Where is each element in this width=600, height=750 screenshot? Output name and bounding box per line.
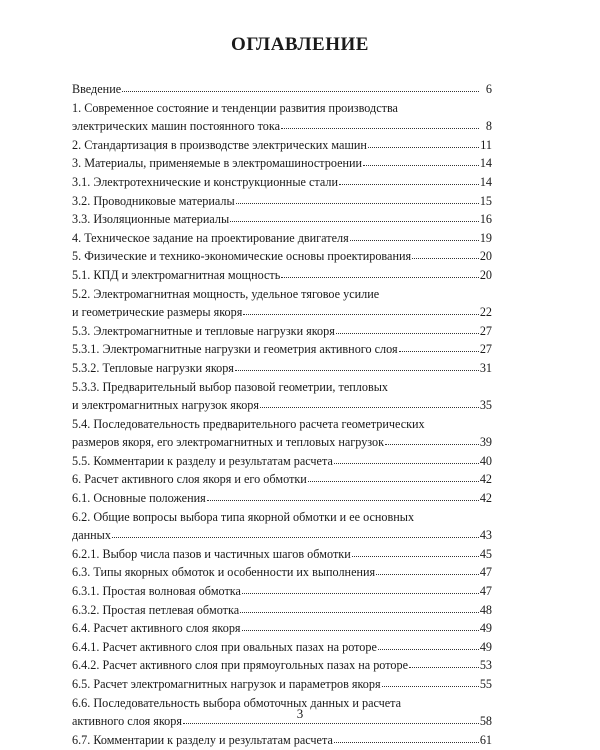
toc-entry-row [72,731,492,750]
dot-leader [243,313,478,315]
dot-leader [336,332,479,334]
toc-entry-row [72,601,492,620]
toc-entry [72,247,492,266]
toc-entry-page: 11 [480,137,492,152]
dot-leader [281,276,479,278]
dot-leader [235,369,479,371]
toc-entry-title: и геометрические размеры якоря [72,305,243,320]
dot-leader [385,443,479,445]
toc-entry-page: 40 [479,453,492,468]
toc-entry-row [72,322,492,341]
dot-leader [122,90,479,92]
toc-entry [72,656,492,675]
dot-leader [412,257,479,259]
toc-entry [72,470,492,489]
dot-leader [409,666,479,668]
toc-entry-row [72,247,492,266]
dot-leader [240,611,479,613]
toc-entry [72,378,492,415]
toc-entry-page: 61 [479,732,492,747]
toc-entry [72,415,492,452]
toc-entry-title: 6.4. Расчет активного слоя якоря [72,621,241,636]
toc-entry-title: 3. Материалы, применяемые в электромашиностроении [72,156,363,171]
toc-entry-row [72,545,492,564]
toc-entry-title-line: 1. Современное состояние и тенденции развития производства [72,100,398,115]
dot-leader [207,499,479,501]
dot-leader [183,722,479,724]
toc-entry [72,582,492,601]
toc-entry-page: 55 [479,677,492,691]
toc-entry-title: 5.1. КПД и электромагнитная мощность [72,267,281,282]
toc-entry-page: 49 [479,639,492,654]
toc-entry-page: 15 [479,193,492,208]
toc-entry [72,173,492,192]
toc-entry-title-line: 5.3.3. Предварительный выбор пазовой геометрии, тепловых [72,379,388,394]
dot-leader [363,164,479,166]
dot-leader [281,127,479,129]
dot-leader [230,220,479,222]
toc-entry-row [72,359,492,378]
toc-entry-title: данных [72,528,111,543]
toc-entry-page: 48 [479,602,492,617]
toc-entry-page: 42 [479,472,492,487]
toc-entry [72,675,492,694]
toc-entry-row [72,396,492,415]
dot-leader [399,350,479,352]
toc-entry-title-line: 5.2. Электромагнитная мощность, удельное тяговое усилие [72,286,380,301]
toc-entry-page: 27 [479,342,492,357]
toc-entry-row [72,489,492,508]
dot-leader [382,685,479,687]
toc-entry [72,340,492,359]
toc-entry-title: 6.4.1. Расчет активного слоя при овальных пазах на роторе [72,639,377,654]
toc-entry-title: 5.3. Электромагнитные и тепловые нагрузки якоря [72,323,335,338]
dot-leader [112,536,479,538]
toc-entry [72,489,492,508]
toc-entry-row [72,563,492,582]
dot-leader [352,555,479,557]
toc-entry-title: 6.3. Типы якорных обмоток и особенности их выполнения [72,565,376,580]
toc-entry-page: 20 [479,249,492,264]
toc-entry [72,452,492,471]
toc-entry-row [72,210,492,229]
toc-entry-title: 5. Физические и технико-экономические основы проектирования [72,249,412,264]
toc-entry-page: 35 [479,398,492,413]
dot-leader [378,648,479,650]
toc-entry-page: 20 [479,267,492,282]
dot-leader [260,406,479,408]
toc-entry-row [72,675,492,694]
toc-entry-page: 58 [479,714,492,729]
toc-entry [72,359,492,378]
dot-leader [236,202,479,204]
toc-entry-row [72,638,492,657]
toc-entry-title: 5.3.2. Тепловые нагрузки якоря [72,360,234,375]
table-of-contents [72,80,492,749]
dot-leader [334,462,479,464]
toc-entry-title: 6.3.2. Простая петлевая обмотка [72,602,240,617]
toc-entry [72,619,492,638]
toc-entry-title: 3.1. Электротехнические и конструкционные стали [72,174,338,189]
toc-entry-title: и электромагнитных нагрузок якоря [72,398,259,413]
toc-entry-page: 14 [479,174,492,189]
toc-entry-title: 2. Стандартизация в производстве электрических машин [72,137,367,152]
toc-entry-page: 39 [479,435,492,450]
toc-entry-title: 6.3.1. Простая волновая обмотка [72,584,241,599]
toc-entry [72,229,492,248]
toc-entry-page: 31 [479,360,492,375]
toc-entry [72,508,492,545]
toc-entry-row [72,303,492,322]
toc-entry-page: 43 [479,528,492,543]
toc-entry-page: 49 [479,621,492,636]
dot-leader [376,573,479,575]
toc-entry-title: 3.2. Проводниковые материалы [72,193,235,208]
page-number: 3 [296,706,304,721]
toc-entry-row [72,117,492,136]
toc-entry-title: 4. Техническое задание на проектирование двигателя [72,230,349,245]
dot-leader [334,741,479,743]
toc-entry [72,99,492,136]
toc-entry-row [72,452,492,471]
toc-entry-row [72,582,492,601]
toc-entry [72,80,492,99]
toc-entry-page: 47 [479,565,492,580]
dot-leader [242,629,479,631]
toc-entry-row [72,619,492,638]
toc-entry-row [72,136,492,155]
toc-entry [72,638,492,657]
toc-entry-title: Введение [72,82,122,96]
toc-entry-page: 45 [479,546,492,561]
toc-entry-page: 8 [485,119,492,134]
toc-entry-title: 6.1. Основные положения [72,491,206,506]
toc-entry [72,731,492,750]
dot-leader [368,146,479,148]
toc-entry-title-line: 6.6. Последовательность выбора обмоточных данных и расчета [72,695,402,710]
toc-entry-title: размеров якоря, его электромагнитных и тепловых нагрузок [72,435,385,450]
toc-entry-title: 6.2.1. Выбор числа пазов и частичных шагов обмотки [72,546,351,561]
toc-entry-row [72,192,492,211]
toc-entry-row [72,526,492,545]
toc-entry-row [72,656,492,675]
toc-entry [72,266,492,285]
toc-entry-title: 6.5. Расчет электромагнитных нагрузок и параметров якоря [72,677,381,691]
toc-entry-row [72,266,492,285]
toc-entry-page: 42 [479,491,492,506]
toc-entry-title-line: 5.4. Последовательность предварительного расчета геометрических [72,416,425,431]
toc-entry [72,210,492,229]
toc-entry-page: 22 [479,305,492,320]
toc-entry [72,136,492,155]
dot-leader [339,183,479,185]
toc-entry-page: 16 [479,212,492,227]
toc-entry-title: 5.3.1. Электромагнитные нагрузки и геометрия активного слоя [72,342,398,357]
toc-entry-page: 14 [479,156,492,171]
toc-entry [72,192,492,211]
toc-entry [72,322,492,341]
toc-entry-title: 6. Расчет активного слоя якоря и его обмотки [72,472,307,487]
toc-entry-row [72,340,492,359]
toc-entry [72,285,492,322]
toc-entry [72,154,492,173]
toc-entry-title: 6.4.2. Расчет активного слоя при прямоугольных пазах на роторе [72,658,408,673]
page-title: ОГЛАВЛЕНИЕ [231,34,369,55]
toc-entry [72,563,492,582]
dot-leader [242,592,479,594]
toc-entry-page: 27 [479,323,492,338]
toc-entry-title-line: 6.2. Общие вопросы выбора типа якорной обмотки и ее основных [72,509,415,524]
toc-entry-page: 53 [479,658,492,673]
toc-entry-row [72,80,492,99]
toc-entry-row [72,470,492,489]
toc-entry-row [72,433,492,452]
dot-leader [350,239,479,241]
toc-entry-page: 47 [479,584,492,599]
toc-entry-row [72,229,492,248]
toc-entry [72,545,492,564]
toc-entry-row [72,173,492,192]
toc-entry-title: 5.5. Комментарии к разделу и результатам расчета [72,453,333,468]
toc-entry-page: 6 [485,82,492,96]
toc-entry-row [72,154,492,173]
toc-entry-page: 19 [479,230,492,245]
toc-entry [72,601,492,620]
toc-entry-title: 6.7. Комментарии к разделу и результатам расчета [72,732,333,747]
dot-leader [308,480,479,482]
toc-entry-title: электрических машин постоянного тока [72,119,281,134]
toc-entry-title: 3.3. Изоляционные материалы [72,212,230,227]
toc-entry-title: активного слоя якоря [72,714,182,729]
